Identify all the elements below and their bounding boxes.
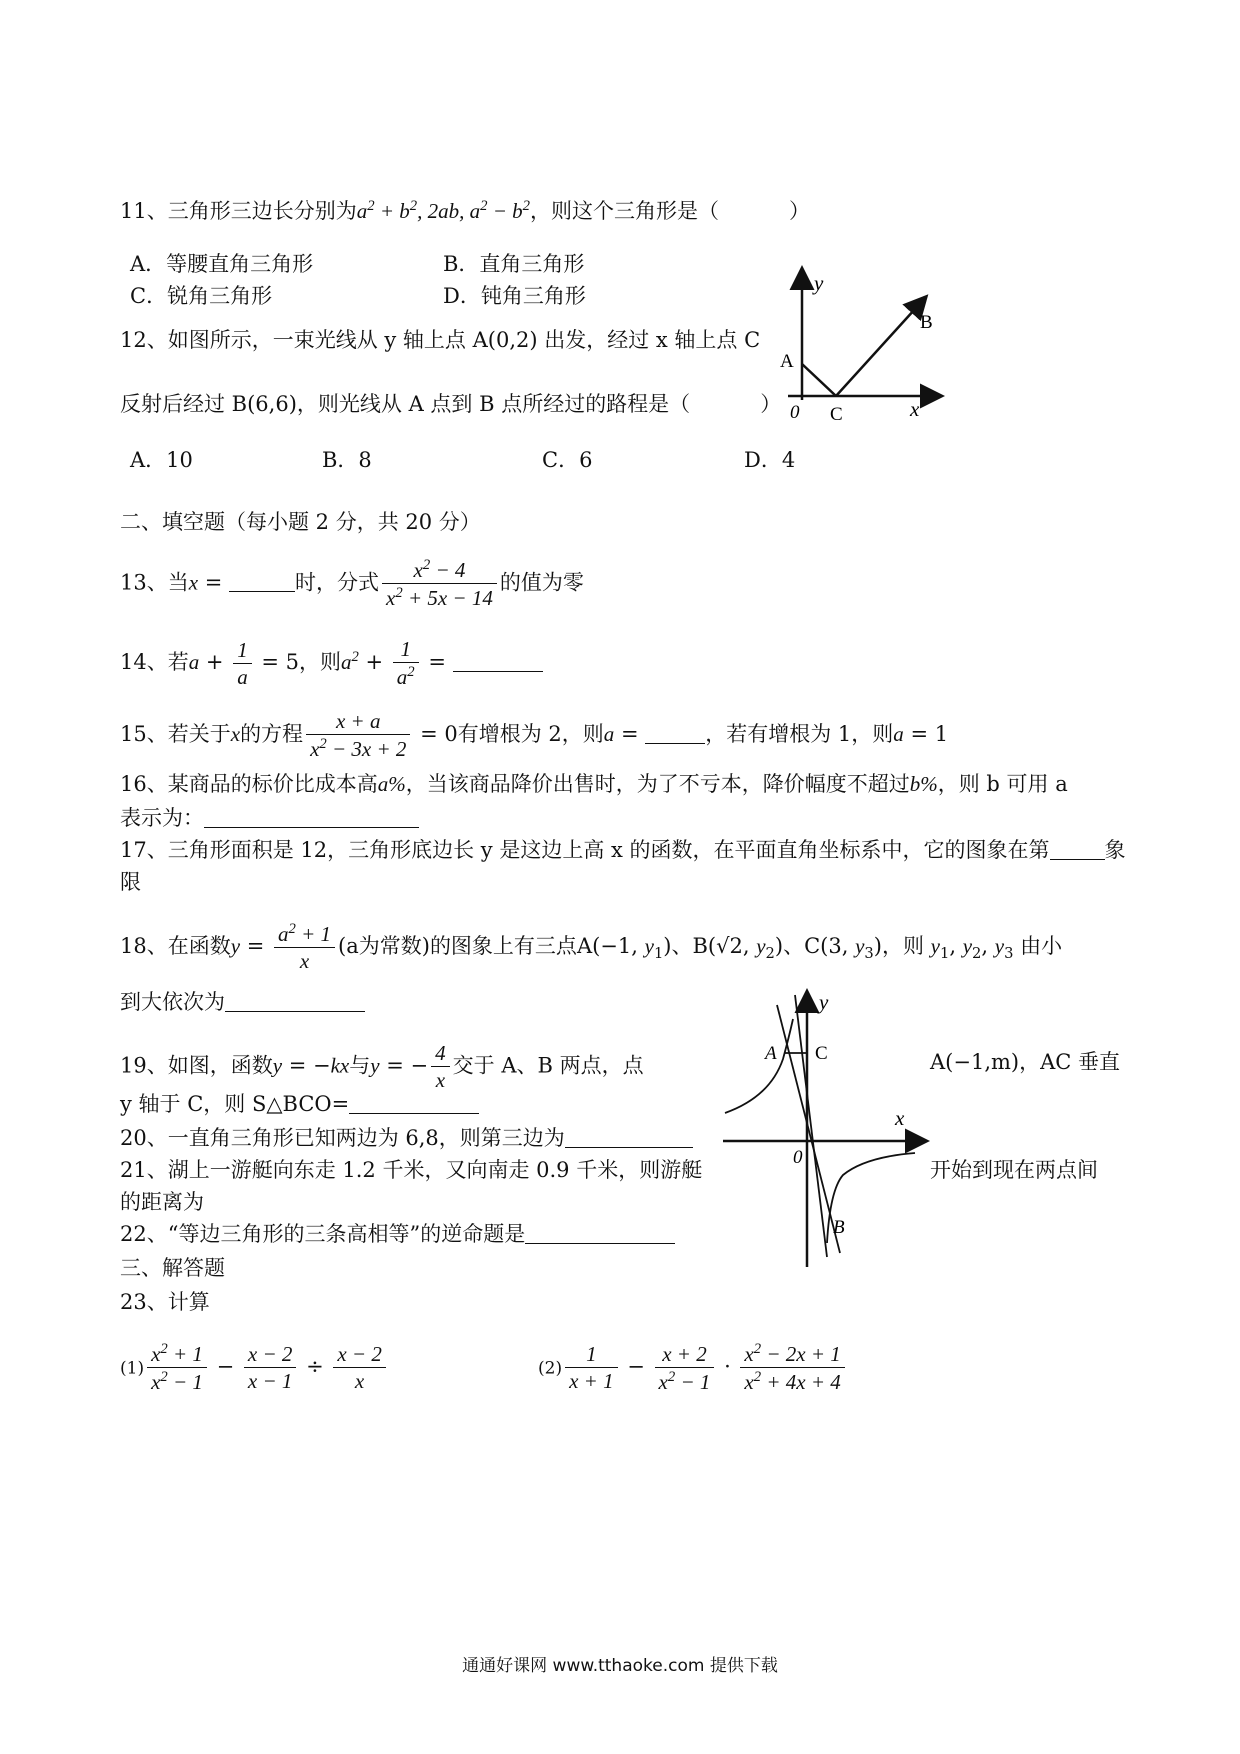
q12-paren-close: ） [760,392,782,416]
q17-blank[interactable] [1050,838,1105,860]
q19-line2-text: y 轴于 C，则 S△BCO= [120,1092,350,1116]
q19-line2 [120,1092,479,1117]
q11-option-a: A．等腰直角三角形 [130,252,314,276]
page-footer: 通通好课网 www.tthaoke.com 提供下载 [462,1656,778,1676]
q13-suffix: 的值为零 [499,570,584,595]
q18-note: (a为常数) [338,933,430,958]
q16-line1a: 16、某商品的标价比成本高 [120,772,378,796]
q19-fraction: $\frac{4}{x}$ [431,1040,450,1094]
q11-mid: ，则这个三角形是（ [529,199,719,223]
q15-fraction: $\frac{x + a}{x^2 - 3x + 2}$ [306,708,410,763]
q15-mid3: ，若有增根为 1，则 [705,721,894,746]
q18-blank[interactable] [225,990,365,1012]
q12-fig-c-label: C [830,404,843,425]
q13-mid: 时，分式 [295,570,380,595]
q16-line2-text: 表示为： [120,806,204,830]
q21-line1: 21、湖上一游艇向东走 1.2 千米，又向南走 0.9 千米，则游艇 [120,1158,703,1182]
q13-fraction: $\frac{x^2 - 4}{x^2 + 5x - 14}$ [382,556,497,612]
q12-option-b: B．8 [322,448,372,472]
section2-heading: 二、填空题（每小题 2 分，共 20 分） [120,510,481,534]
q12-ray-ac [802,364,836,396]
q19-mid: 与 [349,1053,371,1078]
q15-blank[interactable] [645,722,705,744]
q19-fig-c-label: C [815,1043,828,1064]
q22-text: 22、“等边三角形的三条高相等”的逆命题是 [120,1222,526,1246]
q18-line2 [120,990,365,1015]
q23-p2-frac3: $\frac{x^2 - 2x + 1}{x^2 + 4x + 4}$ [740,1340,844,1396]
q23-part2-label: (2) [538,1358,563,1379]
q16-line2 [120,806,419,831]
q16-blank[interactable] [204,806,419,828]
q18-line1: 18、在函数y = $\frac{a^2 + 1}{x}$ (a为常数)的图象上有三点A(−1, $y_1$)、B(√2, $y_2$)、C(3, $y_3$)，则 $y_1$, $y_2$, $y_3$ 由小 [120,921,1063,974]
section3-heading: 三、解答题 [120,1256,225,1280]
q14-mid: ，则 [299,649,341,674]
q23-p1-frac2: $\frac{x - 2}{x - 1}$ [244,1341,297,1395]
q19-line-y-kx-2 [795,995,827,1257]
q19-fig-x-label: x [895,1106,905,1130]
q13-line: 13、当x = 时，分式 $\frac{x^2 - 4}{x^2 + 5x - 14}$ 的值为零 [120,557,584,611]
q17-line1b: 象 [1104,838,1126,862]
q12-fig-b-label: B [920,312,933,333]
q18-suffix: ，则 [881,933,924,958]
q12-fig-a-label: A [780,351,794,372]
q20-line [120,1126,693,1151]
q12-ray-cb [836,298,925,396]
q19-fig-o-label: 0 [793,1147,803,1168]
q11-line [120,198,810,224]
q11-sides-formula: $a^2 + b^2$, 2ab, $a^2 - b^2$ [356,198,530,223]
q12-figure [770,260,950,425]
q23-p2-frac2: $\frac{x + 2}{x^2 - 1}$ [655,1341,715,1396]
q12-line2-text: 反射后经过 B(6,6)，则光线从 A 点到 B 点所经过的路程是（ [120,392,691,416]
q18-prefix: 18、在函数 [120,933,231,958]
q23-p1-frac3: $\frac{x - 2}{x}$ [333,1341,386,1395]
q20-text: 20、一直角三角形已知两边为 6,8，则第三边为 [120,1126,565,1150]
q19-line-y-kx-1 [777,1005,840,1253]
q17-line1-text: 17、三角形面积是 12，三角形底边长 y 是这边上高 x 的函数，在平面直角坐标系中，它的图象在第 [120,838,1050,862]
q23-part2: (2) $\frac{1}{x + 1}$ − $\frac{x + 2}{x^2 - 1}$ · $\frac{x^2 - 2x + 1}{x^2 + 4x + 4}$ [538,1340,848,1396]
q19-fig-b-label: B [833,1217,845,1238]
q18-fraction: $\frac{a^2 + 1}{x}$ [274,920,335,975]
q11-option-c: C．锐角三角形 [130,284,273,308]
q19-line1: 19、如图，函数y = −kx与y = − $\frac{4}{x}$ 交于 A、B 两点，点 [120,1041,644,1093]
q21-right-text: 开始到现在两点间 [930,1158,1098,1182]
q19-suffix: 交于 A、B 两点，点 [452,1053,644,1078]
q15-mid1: 的方程 [240,721,304,746]
q19-hyperbola-left [725,1019,793,1113]
q23-title: 23、计算 [120,1290,210,1314]
q19-fig-a-label: A [765,1043,777,1064]
q17-line2: 限 [120,870,141,894]
q14-fraction-2: $\frac{1}{a^2}$ [393,636,419,691]
q21-line2: 的距离为 [120,1190,204,1214]
q19-prefix: 19、如图，函数 [120,1053,273,1078]
q12-fig-y-label: y [814,271,824,295]
q18-mid: 的图象上有三点 [429,933,577,958]
q11-prefix: 11、三角形三边长分别为 [120,199,357,223]
q16-line1b: ，当该商品降价出售时，为了不亏本，降价幅度不超过 [405,772,910,796]
q12-option-c: C．6 [542,448,593,472]
q14-fraction-1: $\frac{1}{a}$ [233,637,252,691]
q13-prefix: 13、当 [120,570,189,595]
q18-tail: 由小 [1020,933,1063,958]
q19-figure [715,985,935,1267]
q22-blank[interactable] [525,1222,675,1244]
q12-line2 [120,392,781,417]
q15-mid2: 有增根为 2，则 [457,721,604,746]
q15-prefix: 15、若关于 [120,721,231,746]
q23-part1-label: (1) [120,1358,145,1379]
q16-line1: 16、某商品的标价比成本高a%，当该商品降价出售时，为了不亏本，降价幅度不超过b%，则 b 可用 a [120,772,1068,796]
q19-blank[interactable] [349,1092,479,1114]
q23-p2-frac1: $\frac{1}{x + 1}$ [565,1341,618,1395]
q11-paren-close: ） [788,199,810,223]
q12-option-a: A．10 [130,448,193,472]
q14-blank[interactable] [453,650,543,672]
q14-prefix: 14、若 [120,649,189,674]
q15-line: 15、若关于x的方程 $\frac{x + a}{x^2 - 3x + 2}$ = 0有增根为 2，则a = ，若有增根为 1，则a = 1 [120,709,949,762]
q22-line [120,1222,675,1247]
q13-blank[interactable] [229,570,295,592]
q11-option-d: D．钝角三角形 [443,284,586,308]
q17-line1 [120,838,1126,863]
q12-fig-o-label: 0 [790,402,800,423]
q23-p1-frac1: $\frac{x^2 + 1}{x^2 - 1}$ [147,1340,207,1396]
q20-blank[interactable] [565,1126,693,1148]
q16-line1c: ，则 b 可用 a [937,772,1068,796]
q12-line1: 12、如图所示，一束光线从 y 轴上点 A(0,2) 出发，经过 x 轴上点 C [120,328,761,352]
q23-part1: (1) $\frac{x^2 + 1}{x^2 - 1}$ − $\frac{x - 2}{x - 1}$ ÷ $\frac{x - 2}{x}$ [120,1340,389,1396]
q14-line: 14、若a + $\frac{1}{a}$ = 5，则$a^2$ + $\frac{1}{a^2}$ = [120,636,543,691]
q18-line2-text: 到大依次为 [120,990,225,1014]
q12-fig-x-label: x [910,397,920,421]
q19-fig-y-label: y [819,990,829,1014]
q11-option-b: B．直角三角形 [443,252,585,276]
q12-option-d: D．4 [744,448,796,472]
q19-right-text: A(−1,m)，AC 垂直 [930,1050,1121,1074]
